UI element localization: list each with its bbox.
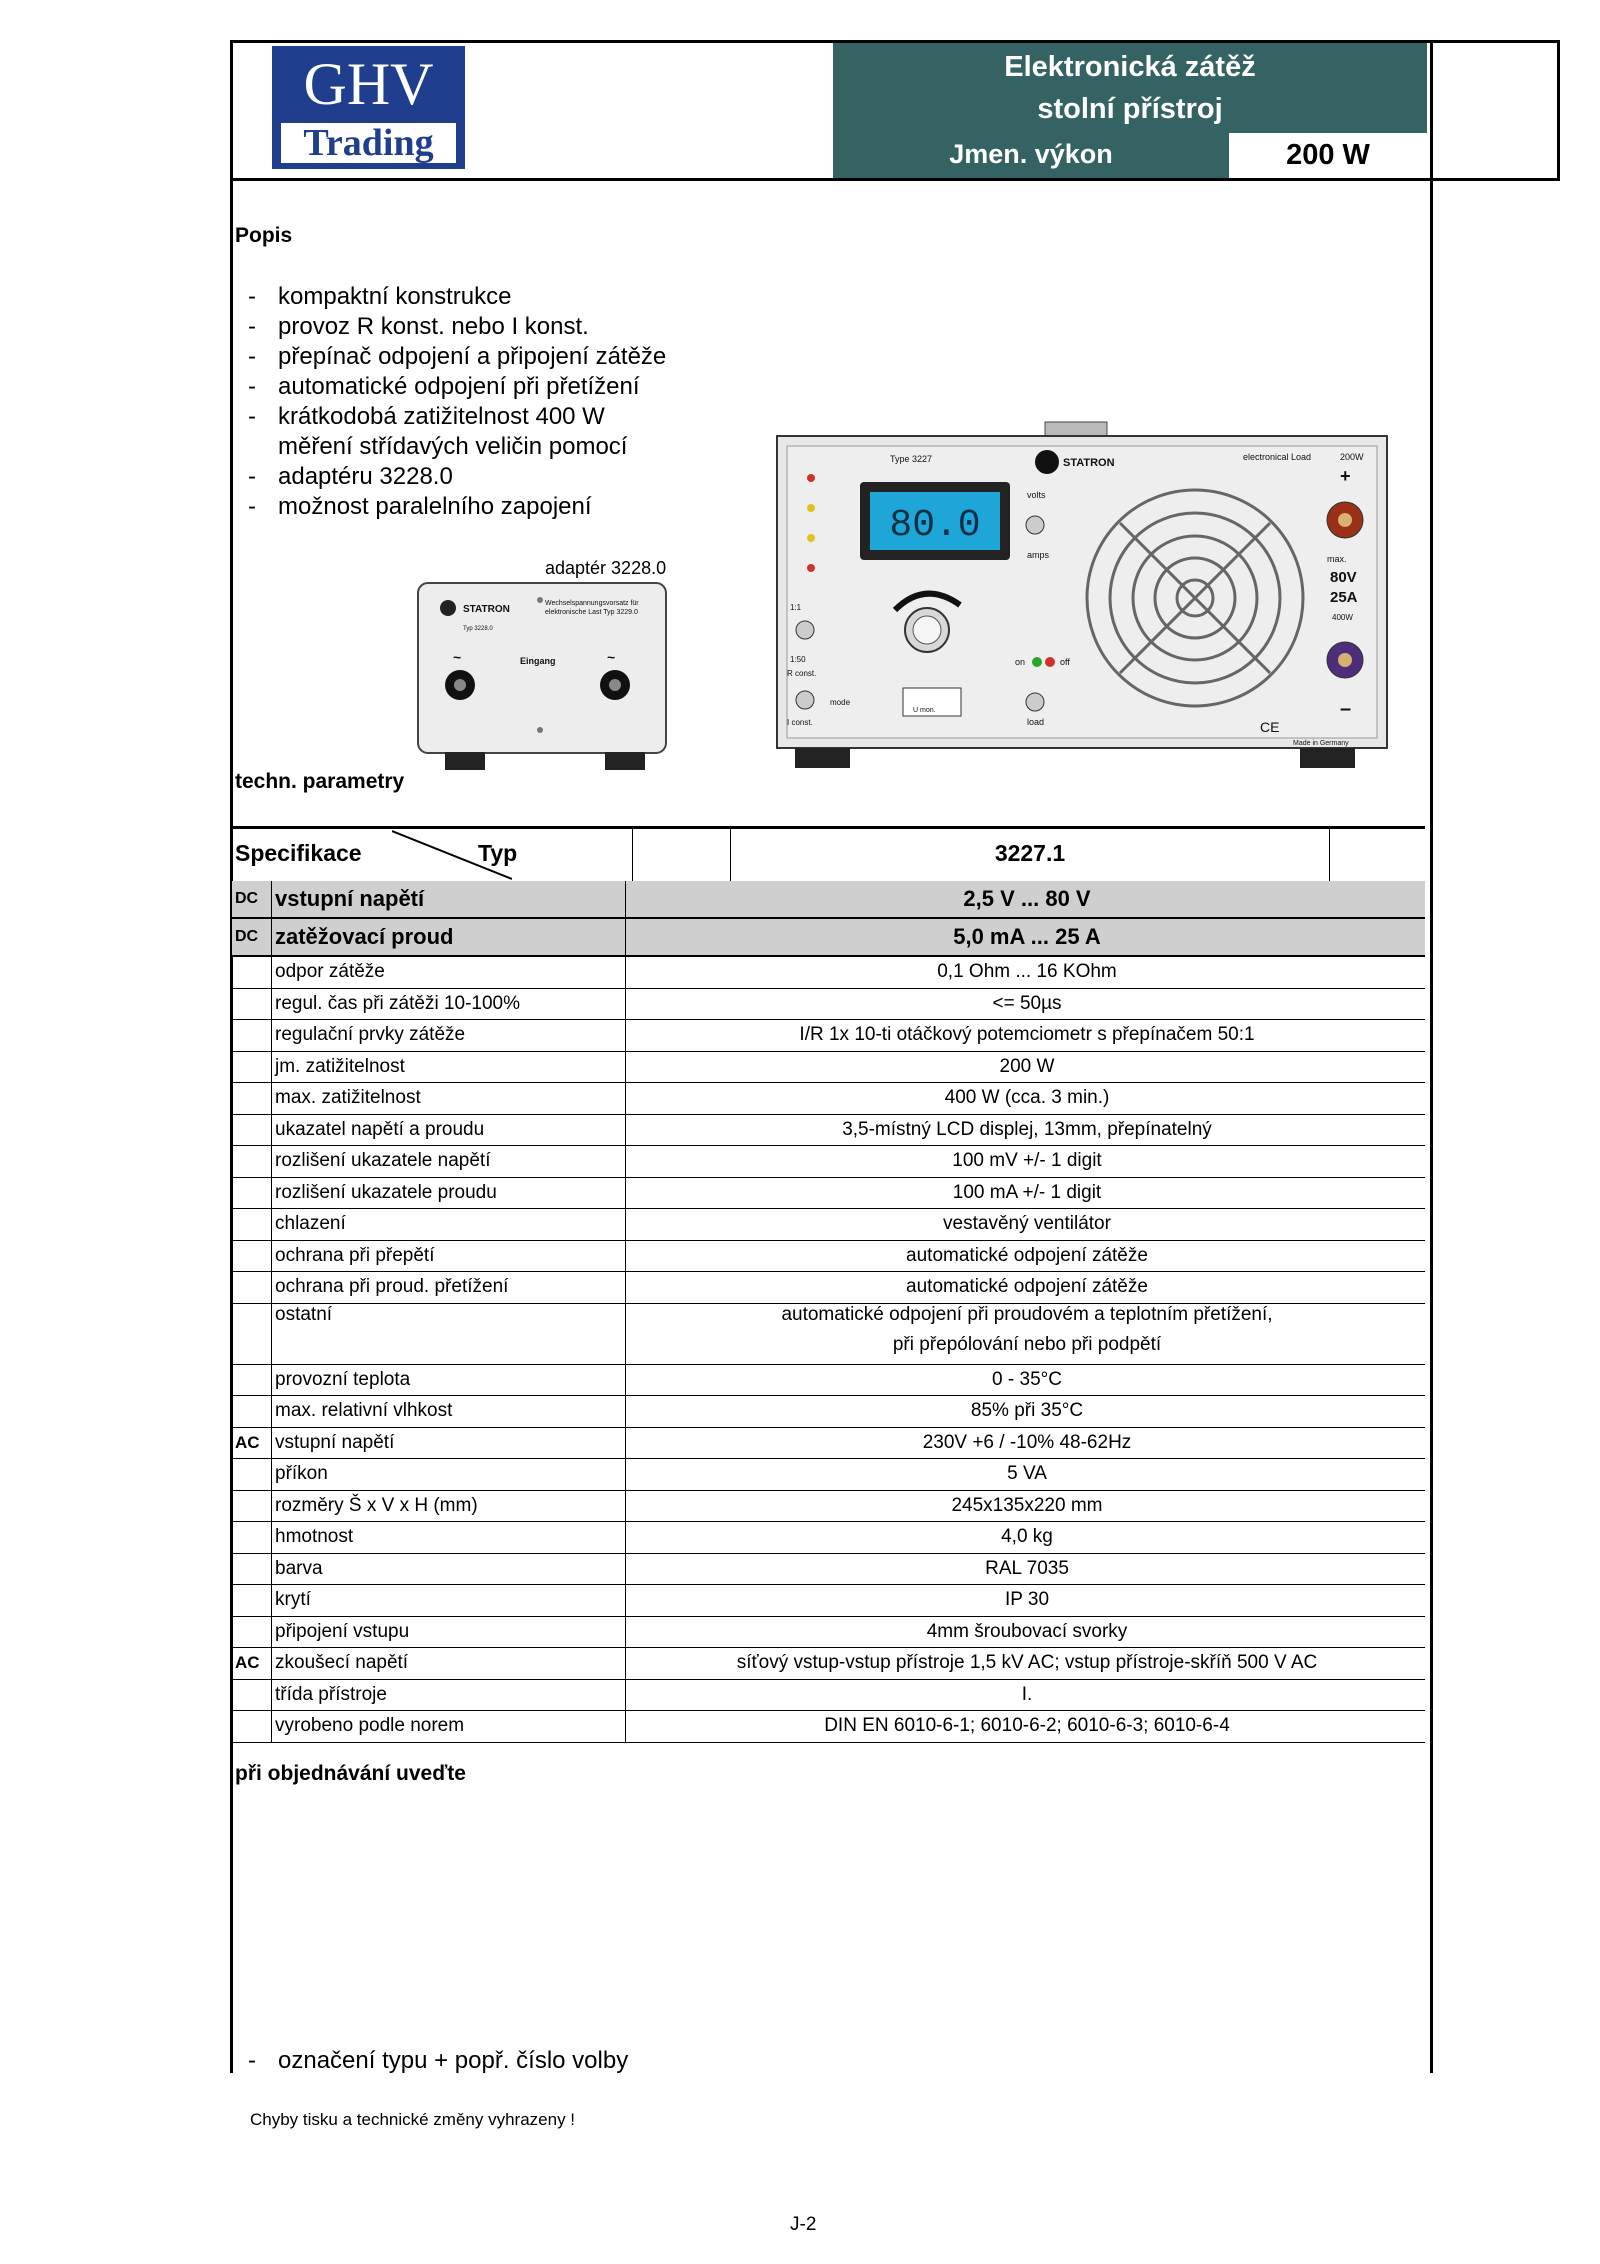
- spec-header: [232, 826, 1425, 884]
- spec-row-value: 5,0 mA ... 25 A: [626, 918, 1426, 956]
- spec-row-name: rozlišení ukazatele napětí: [272, 1146, 626, 1178]
- model-number: 3227.1: [994, 840, 1066, 866]
- nominal-power-label: Jmen. výkon: [949, 139, 1113, 169]
- header-top-rule: [1427, 40, 1560, 43]
- spec-row-value: 400 W (cca. 3 min.): [626, 1083, 1426, 1115]
- spec-row-tag: AC: [232, 1648, 272, 1680]
- description-bullet: - automatické odpojení při přetížení: [248, 373, 640, 400]
- device-watt: 200W: [1340, 452, 1364, 462]
- technical-parameters-title: techn. parametry: [235, 770, 405, 793]
- spec-row-tag: [232, 1459, 272, 1491]
- description-bullet: měření střídavých veličin pomocí: [278, 433, 628, 460]
- spec-row-tag: DC: [232, 881, 272, 918]
- amps-label: amps: [1027, 550, 1050, 560]
- ce-mark: CE: [1260, 719, 1280, 735]
- spec-label: Specifikace: [235, 840, 362, 866]
- spec-row-name: regulační prvky zátěže: [272, 1020, 626, 1052]
- adapter-caption: adaptér 3228.0: [545, 558, 667, 578]
- spec-row-name: regul. čas při zátěži 10-100%: [272, 988, 626, 1020]
- spec-row: [232, 1648, 1425, 1680]
- spec-row-tag: [232, 1364, 272, 1396]
- description-bullet: - přepínač odpojení a připojení zátěže: [248, 343, 667, 370]
- spec-row-tag: [232, 1616, 272, 1648]
- spec-row-tag: DC: [232, 918, 272, 956]
- adapter-input-label: Eingang: [520, 656, 556, 666]
- spec-row: [232, 1177, 1425, 1209]
- spec-row-value: 0,1 Ohm ... 16 KOhm: [626, 956, 1426, 988]
- max-voltage: 80V: [1330, 569, 1357, 586]
- device-type: Type 3227: [890, 454, 933, 464]
- off-label: off: [1060, 657, 1070, 667]
- spec-row-name: vyrobeno podle norem: [272, 1711, 626, 1743]
- spec-row: [232, 1490, 1425, 1522]
- order-title: při objednávání uveďte: [235, 1762, 466, 1785]
- mode-label: mode: [830, 698, 851, 707]
- spec-row: [232, 988, 1425, 1020]
- logo-text-top: GHV: [303, 51, 434, 117]
- spec-row: [232, 1396, 1425, 1428]
- spec-row-value: [626, 1303, 1426, 1364]
- spec-row: [232, 918, 1425, 956]
- spec-row-name: odpor zátěže: [272, 956, 626, 988]
- spec-row-value: 100 mV +/- 1 digit: [626, 1146, 1426, 1178]
- volts-label: volts: [1027, 490, 1046, 500]
- spec-row-tag: [232, 1490, 272, 1522]
- spec-row-value: <= 50µs: [626, 988, 1426, 1020]
- spec-row: [232, 1083, 1425, 1115]
- logo-text-bottom: Trading: [281, 123, 456, 163]
- description-title: Popis: [235, 224, 293, 247]
- spec-table: [232, 881, 1425, 1743]
- order-bullet: - označení typu + popř. číslo volby: [248, 2047, 629, 2074]
- spec-row-tag: [232, 1051, 272, 1083]
- spec-row-tag: [232, 1209, 272, 1241]
- description-bullet: - adaptéru 3228.0: [248, 463, 453, 490]
- spec-row-tag: [232, 1083, 272, 1115]
- spec-row-value: 230V +6 / -10% 48-62Hz: [626, 1427, 1426, 1459]
- spec-row-value: I.: [626, 1679, 1426, 1711]
- spec-col-divider-1: [632, 829, 633, 881]
- spec-row: [232, 881, 1425, 918]
- spec-row-value: síťový vstup-vstup přístroje 1,5 kV AC; vstup přístroje-skříň 500 V AC: [626, 1648, 1426, 1680]
- nominal-power-value: 200 W: [1229, 133, 1427, 178]
- spec-row-name: jm. zatižitelnost: [272, 1051, 626, 1083]
- spec-row-value: 200 W: [626, 1051, 1426, 1083]
- load-label: load: [1027, 717, 1045, 727]
- spec-row-value: 100 mA +/- 1 digit: [626, 1177, 1426, 1209]
- spec-row: [232, 1553, 1425, 1585]
- adapter-text-1: Wechselspannungsvorsatz für: [545, 600, 639, 607]
- spec-row: [232, 1272, 1425, 1304]
- adapter-tilde-left: ~: [453, 649, 462, 665]
- spec-row-value: 3,5-místný LCD displej, 13mm, přepínatelný: [626, 1114, 1426, 1146]
- title-line-2: stolní přístroj: [1037, 93, 1223, 125]
- device-illustration: [775, 420, 1390, 772]
- spec-row-tag: AC: [232, 1427, 272, 1459]
- spec-row-value-line-1: automatické odpojení při proudovém a teplotním přetížení,: [781, 1303, 1273, 1325]
- spec-row-name: max. zatižitelnost: [272, 1083, 626, 1115]
- spec-row: [232, 1679, 1425, 1711]
- u-mon-label: U mon.: [913, 707, 936, 714]
- adapter-illustration: [415, 580, 670, 775]
- spec-row: [232, 1114, 1425, 1146]
- page-number: J-2: [790, 2214, 817, 2235]
- spec-row-name: max. relativní vlhkost: [272, 1396, 626, 1428]
- spec-row: [232, 1711, 1425, 1743]
- spec-row-tag: [232, 1396, 272, 1428]
- spec-row-value: DIN EN 6010-6-1; 6010-6-2; 6010-6-3; 6010-6-4: [626, 1711, 1426, 1743]
- spec-row: [232, 1020, 1425, 1052]
- spec-row-value: RAL 7035: [626, 1553, 1426, 1585]
- spec-row-tag: [232, 988, 272, 1020]
- max-current: 25A: [1330, 589, 1358, 606]
- spec-row-tag: [232, 1146, 272, 1178]
- spec-row-value: IP 30: [626, 1585, 1426, 1617]
- spec-row-tag: [232, 1303, 272, 1364]
- device-brand: STATRON: [1063, 457, 1115, 469]
- spec-row-name: připojení vstupu: [272, 1616, 626, 1648]
- made-in-label: Made in Germany: [1293, 740, 1349, 747]
- spec-row-name: ukazatel napětí a proudu: [272, 1114, 626, 1146]
- ratio-1-label: 1:1: [790, 603, 802, 612]
- spec-row-value: 85% při 35°C: [626, 1396, 1426, 1428]
- spec-row-name: příkon: [272, 1459, 626, 1491]
- spec-row-tag: [232, 1711, 272, 1743]
- title-line-1: Elektronická zátěž: [1004, 51, 1256, 83]
- spec-row-tag: [232, 1114, 272, 1146]
- spec-row: [232, 1146, 1425, 1178]
- spec-row-value: 4mm šroubovací svorky: [626, 1616, 1426, 1648]
- spec-row: [232, 1364, 1425, 1396]
- spec-row-value: automatické odpojení zátěže: [626, 1240, 1426, 1272]
- spec-row-tag: [232, 1240, 272, 1272]
- spec-row-value: automatické odpojení zátěže: [626, 1272, 1426, 1304]
- description-bullet: - možnost paralelního zapojení: [248, 493, 592, 520]
- spec-row-name: zatěžovací proud: [272, 918, 626, 956]
- spec-row-tag: [232, 1020, 272, 1052]
- spec-row-value-line-2: při přepólování nebo při podpětí: [892, 1333, 1162, 1355]
- spec-row-value: 4,0 kg: [626, 1522, 1426, 1554]
- spec-row-name: vstupní napětí: [272, 1427, 626, 1459]
- minus-sign: –: [1340, 698, 1352, 720]
- adapter-type: Typ 3228.0: [463, 626, 493, 632]
- spec-row-name: krytí: [272, 1585, 626, 1617]
- spec-row: [232, 1459, 1425, 1491]
- adapter-text-2: elektronische Last Typ 3229.0: [545, 609, 638, 616]
- spec-row-tag: [232, 956, 272, 988]
- spec-row: [232, 1303, 1425, 1364]
- description-bullet: - krátkodobá zatižitelnost 400 W: [248, 403, 605, 430]
- spec-row-tag: [232, 1177, 272, 1209]
- spec-row: [232, 1051, 1425, 1083]
- spec-row-name: rozměry Š x V x H (mm): [272, 1490, 626, 1522]
- r-const-label: R const.: [787, 669, 817, 678]
- spec-row-name: hmotnost: [272, 1522, 626, 1554]
- spec-row-name: rozlišení ukazatele proudu: [272, 1177, 626, 1209]
- spec-row-name: chlazení: [272, 1209, 626, 1241]
- spec-row: [232, 1585, 1425, 1617]
- i-const-label: I const.: [787, 718, 813, 727]
- adapter-brand: STATRON: [463, 604, 510, 615]
- max-label: max.: [1327, 554, 1347, 564]
- adapter-tilde-right: ~: [607, 649, 616, 665]
- footer-note: Chyby tisku a technické změny vyhrazeny !: [250, 2110, 576, 2129]
- spec-row-value: 245x135x220 mm: [626, 1490, 1426, 1522]
- spec-row-name: ochrana při přepětí: [272, 1240, 626, 1272]
- spec-row-name: barva: [272, 1553, 626, 1585]
- header-bottom-rule: [230, 178, 1560, 181]
- device-model: electronical Load: [1243, 452, 1312, 462]
- spec-row-tag: [232, 1553, 272, 1585]
- spec-row-name: ostatní: [272, 1303, 626, 1364]
- spec-row: [232, 1522, 1425, 1554]
- spec-col-divider-3: [1329, 829, 1330, 881]
- spec-row-value: 2,5 V ... 80 V: [626, 881, 1426, 918]
- ghv-trading-logo: [272, 46, 465, 169]
- description-bullet: - kompaktní konstrukce: [248, 283, 512, 310]
- type-label: Typ: [478, 840, 518, 866]
- spec-row-value: 5 VA: [626, 1459, 1426, 1491]
- spec-row-value: vestavěný ventilátor: [626, 1209, 1426, 1241]
- spec-row: [232, 956, 1425, 988]
- plus-sign: +: [1340, 466, 1351, 486]
- spec-row: [232, 1240, 1425, 1272]
- on-label: on: [1015, 657, 1026, 667]
- spec-row: [232, 1209, 1425, 1241]
- spec-row-value: 0 - 35°C: [626, 1364, 1426, 1396]
- spec-row-tag: [232, 1272, 272, 1304]
- spec-row-tag: [232, 1522, 272, 1554]
- spec-row-tag: [232, 1585, 272, 1617]
- title-box: [833, 43, 1427, 178]
- spec-row-name: zkoušecí napětí: [272, 1648, 626, 1680]
- spec-row: [232, 1427, 1425, 1459]
- ratio-2-label: 1:50: [790, 655, 806, 664]
- spec-row-tag: [232, 1679, 272, 1711]
- spec-row-name: provozní teplota: [272, 1364, 626, 1396]
- max-power: 400W: [1332, 613, 1353, 622]
- spec-row-name: ochrana při proud. přetížení: [272, 1272, 626, 1304]
- spec-row: [232, 1616, 1425, 1648]
- spec-row-name: třída přístroje: [272, 1679, 626, 1711]
- lcd-display-value: 80.0: [889, 504, 981, 547]
- header-right-rule: [1557, 40, 1560, 181]
- description-bullet: - provoz R konst. nebo I konst.: [248, 313, 589, 340]
- spec-row-value: I/R 1x 10-ti otáčkový potemciometr s přepínačem 50:1: [626, 1020, 1426, 1052]
- spec-row-name: vstupní napětí: [272, 881, 626, 918]
